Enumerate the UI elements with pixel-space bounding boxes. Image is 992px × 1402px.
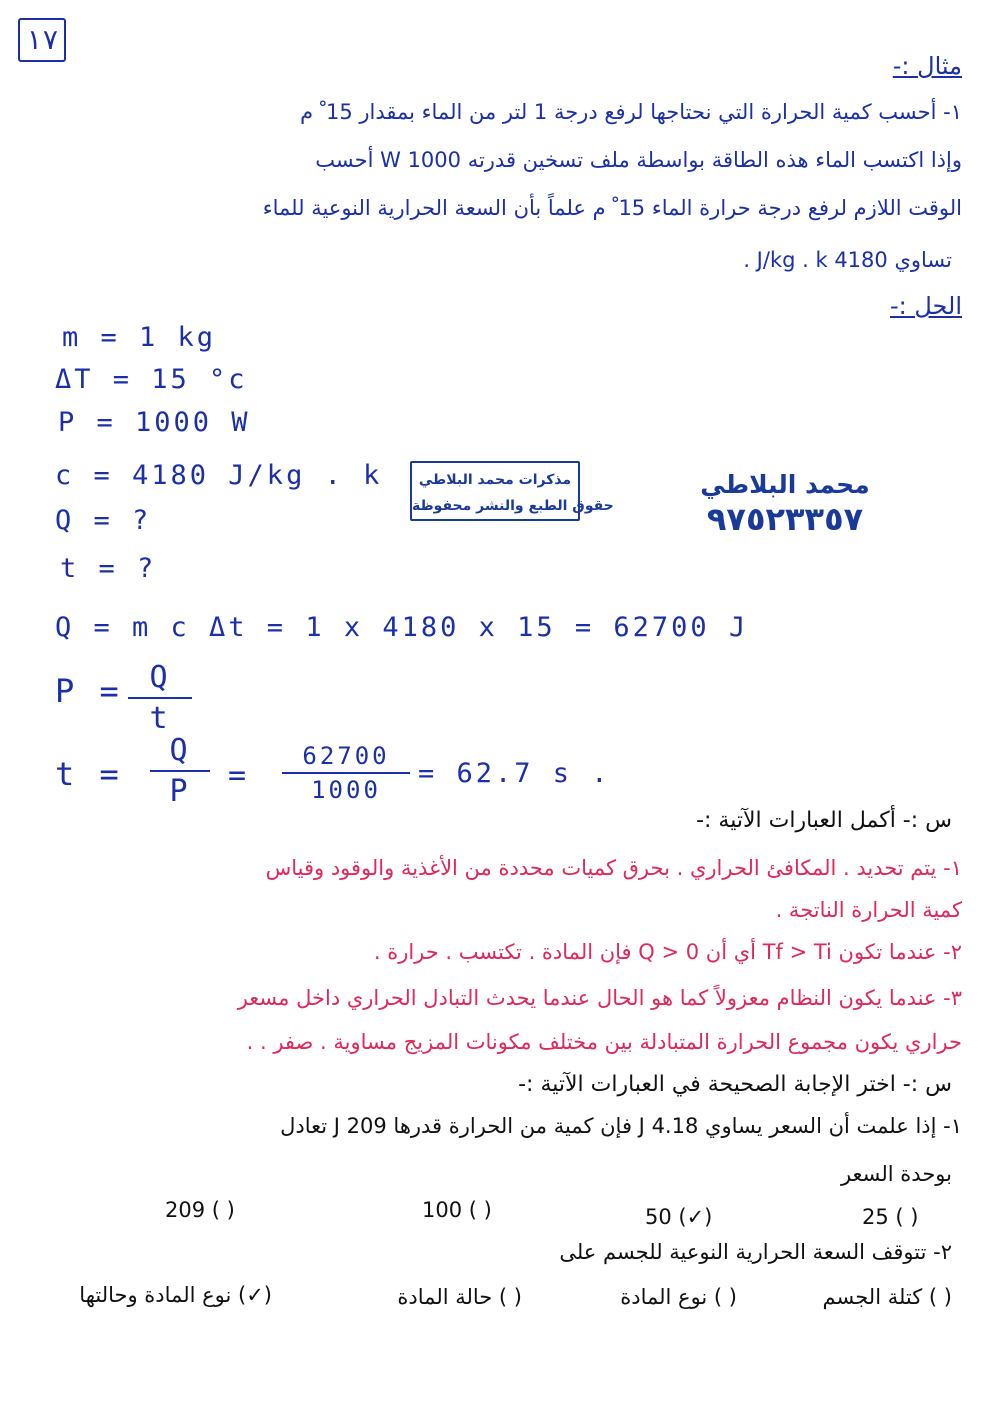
value-fraction-denominator: 1000 xyxy=(311,776,381,804)
given-delta-t: ΔT = 15 °c xyxy=(55,364,248,395)
power-fraction-bar xyxy=(128,697,192,699)
complete-item-1-cont: كمية الحرارة الناتجة . xyxy=(775,898,962,922)
example-line-4: تساوي 4180 J/kg . k . xyxy=(743,248,952,272)
equation-time-value-fraction xyxy=(282,742,410,804)
power-fraction-numerator: Q xyxy=(149,660,171,695)
power-fraction-denominator: t xyxy=(149,701,171,736)
example-heading: مثال :- xyxy=(892,52,962,80)
q2-option-1: ( ) كتلة الجسم xyxy=(822,1285,952,1309)
equation-time-result: = 62.7 s . xyxy=(418,758,611,789)
complete-item-1: ١- يتم تحديد . المكافئ الحراري . بحرق كميات محددة من الأغذية والوقود وقياس xyxy=(265,856,962,880)
example-line-1: ١- أحسب كمية الحرارة التي نحتاجها لرفع درجة 1 لتر من الماء بمقدار 15 ْ م xyxy=(300,100,962,124)
author-name: محمد البلاطي xyxy=(700,470,870,499)
q1-option-3: 100 ( ) xyxy=(422,1198,492,1222)
complete-item-3-cont: حراري يكون مجموع الحرارة المتبادلة بين مختلف مكونات المزيج مساوية . صفر . . xyxy=(246,1030,962,1054)
complete-item-2: ٢- عندما تكون Tf > Ti أي أن Q > 0 فإن المادة . تكتسب . حرارة . xyxy=(373,940,962,964)
choose-q1-line-2: بوحدة السعر xyxy=(840,1162,952,1186)
copyright-stamp xyxy=(410,461,614,521)
given-q-unknown: Q = ? xyxy=(55,505,152,536)
complete-heading: س :- أكمل العبارات الآتية :- xyxy=(696,808,952,833)
value-fraction-bar xyxy=(282,772,410,774)
q1-option-4: 209 ( ) xyxy=(165,1198,235,1222)
value-fraction-numerator: 62700 xyxy=(302,742,390,770)
given-specific-heat: c = 4180 J/kg . k xyxy=(55,460,383,491)
time-fraction-bar xyxy=(150,770,210,772)
equation-time-fraction xyxy=(150,733,210,809)
equation-power-lhs: P = xyxy=(55,672,122,710)
example-line-3: الوقت اللازم لرفع درجة حرارة الماء 15 ْ م علماً بأن السعة الحرارية النوعية للماء xyxy=(262,196,962,220)
complete-item-3: ٣- عندما يكون النظام معزولاً كما هو الحال عندما يحدث التبادل الحراري داخل مسعر xyxy=(237,986,962,1010)
q2-option-3: ( ) حالة المادة xyxy=(397,1285,522,1309)
q1-option-1: 25 ( ) xyxy=(862,1205,919,1229)
author-phone: ٩٧٥٢٣٣٥٧ xyxy=(706,500,864,538)
given-t-unknown: t = ? xyxy=(60,553,157,584)
time-fraction-denominator: P xyxy=(169,774,191,809)
time-fraction-numerator: Q xyxy=(169,733,191,768)
q2-option-4: (✓) نوع المادة وحالتها xyxy=(79,1283,272,1307)
stamp-line-2: حقوق الطبع والنشر محفوظة xyxy=(412,498,614,514)
choose-q2-line: ٢- تتوقف السعة الحرارية النوعية للجسم على xyxy=(559,1240,952,1264)
given-power: P = 1000 W xyxy=(58,407,251,438)
equation-heat: Q = m c Δt = 1 x 4180 x 15 = 62700 J xyxy=(55,612,749,643)
q2-option-2: ( ) نوع المادة xyxy=(620,1285,737,1309)
equation-time-equals: = xyxy=(228,758,250,793)
page-number: ١٧ xyxy=(18,18,66,62)
q1-option-2: 50 (✓) xyxy=(645,1205,713,1229)
equation-time-lhs: t = xyxy=(55,755,122,793)
example-line-2: وإذا اكتسب الماء هذه الطاقة بواسطة ملف تسخين قدرته 1000 W أحسب xyxy=(315,148,962,172)
given-mass: m = 1 kg xyxy=(62,322,217,353)
equation-power-fraction xyxy=(128,660,192,736)
stamp-line-1: مذكرات محمد البلاطي xyxy=(418,472,572,488)
solution-heading: الحل :- xyxy=(889,292,962,320)
choose-q1-line-1: ١- إذا علمت أن السعر يساوي 4.18 J فإن كمية من الحرارة قدرها 209 J تعادل xyxy=(280,1114,962,1138)
choose-heading: س :- اختر الإجابة الصحيحة في العبارات الآتية :- xyxy=(518,1072,952,1097)
